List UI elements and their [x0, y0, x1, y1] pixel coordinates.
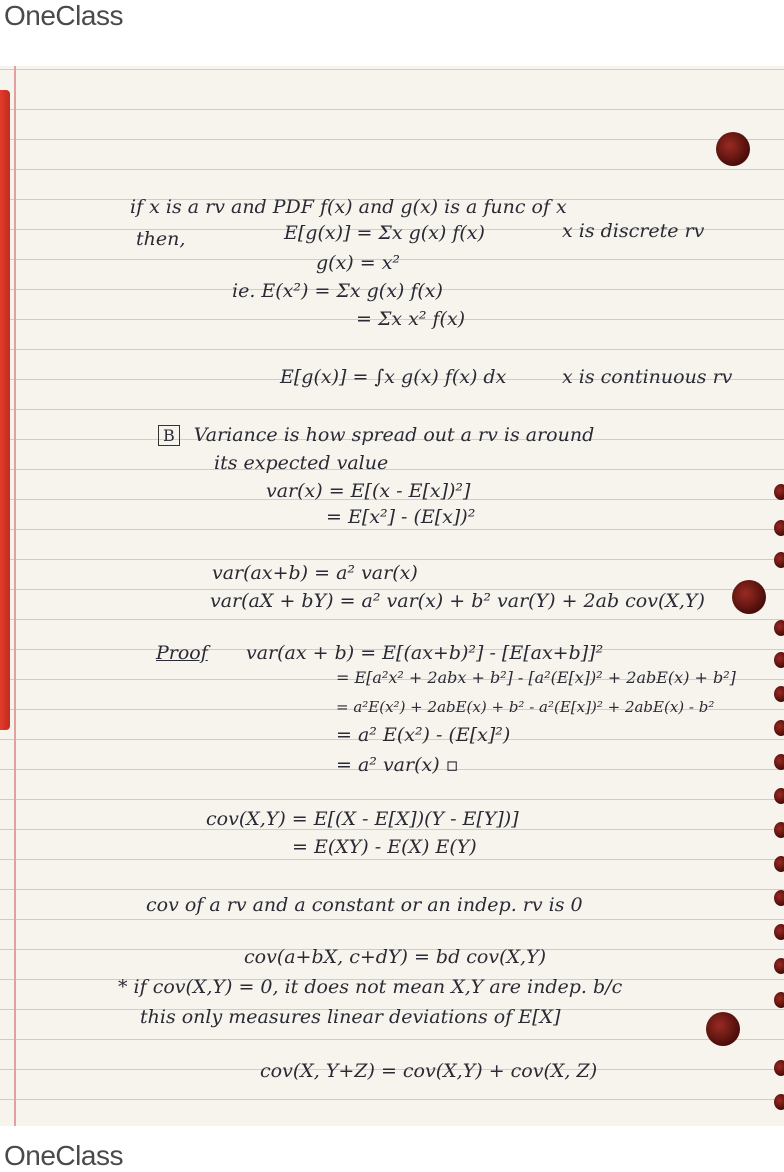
note-line: cov of a rv and a constant or an indep. rv is 0 — [146, 894, 583, 916]
note-line: cov(X, Y+Z) = cov(X,Y) + cov(X, Z) — [260, 1060, 598, 1082]
note-line: x is discrete rv — [562, 220, 705, 242]
spiral-hole — [774, 788, 784, 804]
note-text: Variance is how spread out a rv is around — [193, 424, 595, 446]
spiral-hole — [774, 754, 784, 770]
punch-hole — [716, 132, 750, 166]
note-line: = E[x²] - (E[x])² — [326, 506, 476, 528]
spiral-hole — [774, 924, 784, 940]
spiral-hole — [774, 992, 784, 1008]
note-line: = E(XY) - E(X) E(Y) — [292, 836, 477, 858]
punch-hole — [706, 1012, 740, 1046]
note-line: x is continuous rv — [562, 366, 733, 388]
note-line: E[g(x)] = Σx g(x) f(x) — [284, 222, 485, 244]
spiral-hole — [774, 520, 784, 536]
proof-label: Proof — [156, 642, 208, 664]
note-line: if x is a rv and PDF f(x) and g(x) is a func of x — [130, 196, 567, 218]
note-line: then, — [136, 228, 186, 250]
spiral-hole — [774, 856, 784, 872]
note-line: = a² E(x²) - (E[x]²) — [336, 724, 511, 746]
spiral-hole — [774, 552, 784, 568]
spiral-hole — [774, 822, 784, 838]
spiral-hole — [774, 686, 784, 702]
note-line: cov(X,Y) = E[(X - E[X])(Y - E[Y])] — [206, 808, 519, 830]
note-line: = a²E(x²) + 2abE(x) + b² - a²(E[x])² + 2abE(x) - b² — [336, 698, 715, 716]
note-line: cov(a+bX, c+dY) = bd cov(X,Y) — [244, 946, 547, 968]
margin-line — [14, 66, 16, 1126]
spiral-hole — [774, 1094, 784, 1110]
spiral-hole — [774, 958, 784, 974]
spiral-hole — [774, 484, 784, 500]
note-line: = E[a²x² + 2abx + b²] - [a²(E[x])² + 2abE(x) + b²] — [336, 668, 736, 687]
note-line: = a² var(x) ▫ — [336, 754, 459, 776]
note-line — [156, 642, 208, 664]
spiral-hole — [774, 1060, 784, 1076]
note-line: ie. E(x²) = Σx g(x) f(x) — [232, 280, 443, 302]
note-line: = Σx x² f(x) — [356, 308, 466, 330]
note-line: var(aX + bY) = a² var(x) + b² var(Y) + 2ab cov(X,Y) — [210, 590, 705, 612]
note-line: its expected value — [214, 452, 389, 474]
note-line: g(x) = x² — [316, 252, 401, 274]
note-line: E[g(x)] = ∫x g(x) f(x) dx — [280, 366, 507, 388]
oneclass-logo: OneClass — [4, 1140, 123, 1171]
spiral-hole — [774, 890, 784, 906]
note-line: this only measures linear deviations of E[X] — [140, 1006, 561, 1028]
note-line: var(ax + b) = E[(ax+b)²] - [E[ax+b]]² — [246, 642, 604, 664]
note-line — [158, 424, 594, 446]
spiral-hole — [774, 720, 784, 736]
oneclass-logo: OneClass — [4, 0, 123, 31]
punch-hole — [732, 580, 766, 614]
spiral-hole — [774, 652, 784, 668]
note-line: var(x) = E[(x - E[x])²] — [266, 480, 471, 502]
note-line: var(ax+b) = a² var(x) — [212, 562, 418, 584]
red-binding-edge — [0, 90, 10, 730]
section-box-label: B — [158, 425, 180, 446]
note-line: * if cov(X,Y) = 0, it does not mean X,Y are indep. b/c — [118, 976, 623, 998]
spiral-hole — [774, 620, 784, 636]
